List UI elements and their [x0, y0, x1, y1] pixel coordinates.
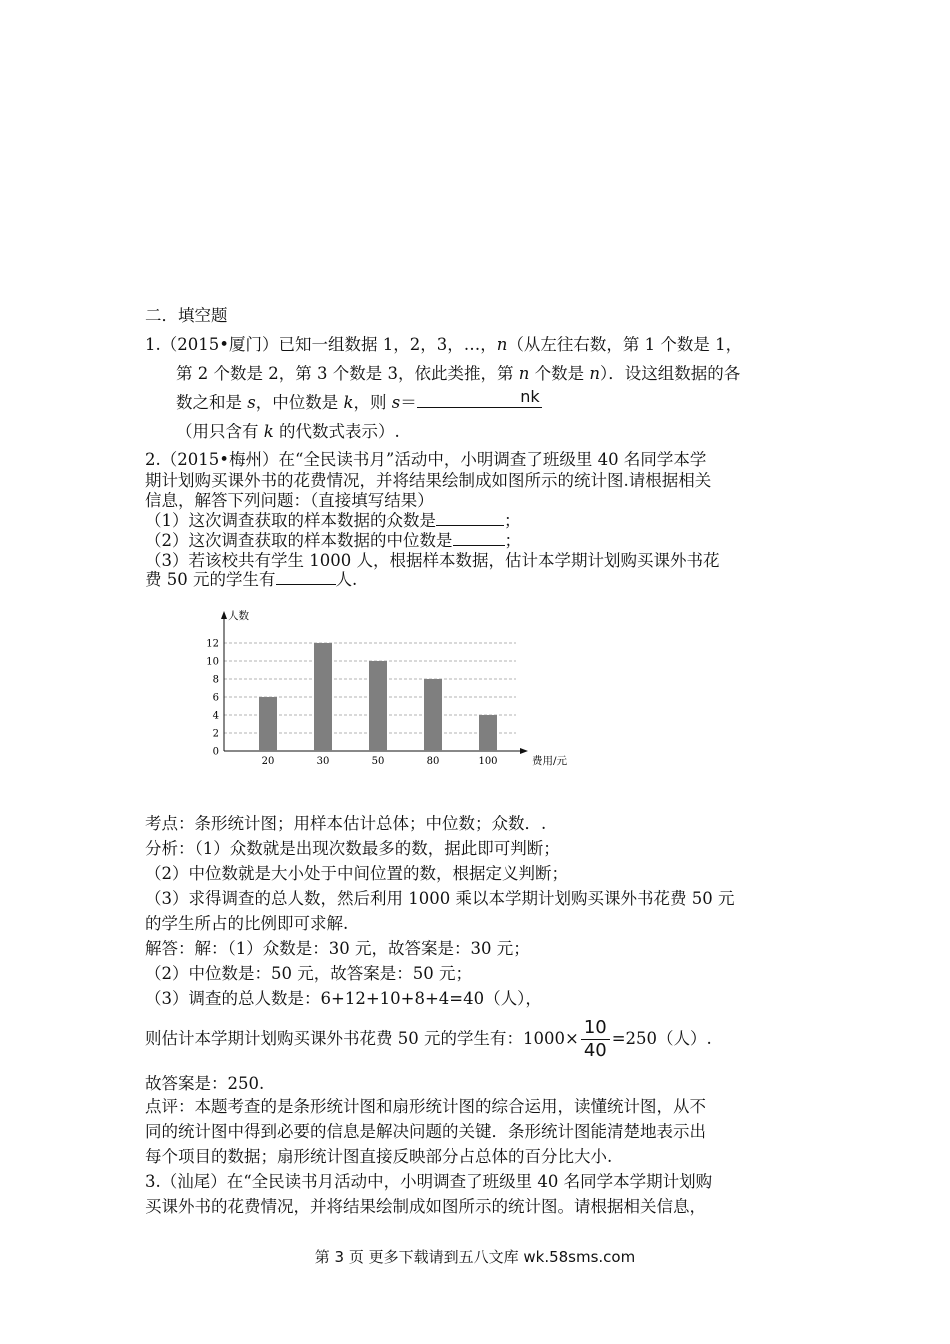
dianping: 点评：本题考查的是条形统计图和扇形统计图的综合运用，读懂统计图，从不: [145, 1097, 706, 1116]
section-title: 二．填空题: [145, 306, 228, 325]
y-tick-label: 12: [206, 638, 219, 650]
y-tick-label: 8: [212, 674, 219, 686]
q1-answer: nk: [520, 387, 540, 406]
bar-80: [424, 679, 442, 751]
q2-blank-1[interactable]: [436, 507, 504, 526]
q2-line3: 信息，解答下列问题：（直接填写结果）: [145, 491, 434, 510]
q1-answer-blank[interactable]: [417, 389, 542, 408]
y-tick-label: 6: [212, 692, 219, 704]
q2-blank-2[interactable]: [453, 527, 505, 546]
x-tick-label: 50: [371, 756, 385, 767]
jieda-2: （2）中位数是：50 元，故答案是：50 元；: [145, 964, 472, 983]
q2-line1: 2.（2015•梅州）在“全民读书月”活动中，小明调查了班级里 40 名同学本学: [145, 450, 707, 469]
q1-line2: 第 2 个数是 2，第 3 个数是 3，依此类推，第 n 个数是 n）．设这组数据的各: [176, 364, 741, 383]
y-axis-arrow-icon: [221, 611, 227, 619]
x-axis-arrow-icon: [520, 748, 528, 754]
jieda-3: （3）调查的总人数是：6+12+10+8+4=40（人），: [145, 989, 542, 1008]
q1-line4: （用只含有 k 的代数式表示）.: [176, 422, 400, 441]
x-tick-label: 30: [316, 756, 330, 767]
kaodian: 考点：条形统计图；用样本估计总体；中位数；众数．.: [145, 814, 547, 833]
jieda-4: 则估计本学期计划购买课外书花费 50 元的学生有：1000× $\frac{10}{40}$ =250（人）.: [145, 1017, 712, 1061]
y-tick-label: 10: [206, 656, 219, 668]
bar-50: [369, 661, 387, 751]
bar-chart: [200, 605, 580, 775]
q3-line1: 3.（汕尾）在“全民读书月活动中，小明调查了班级里 40 名同学本学期计划购: [145, 1172, 713, 1191]
fenxi: 分析：（1）众数就是出现次数最多的数，据此即可判断；: [145, 839, 560, 858]
q1-line1: 1.（2015•厦门）已知一组数据 1，2，3，…，n（从左往右数，第 1 个数是 1，: [145, 335, 743, 354]
dianping-3: 每个项目的数据；扇形统计图直接反映部分占总体的百分比大小.: [145, 1147, 613, 1166]
bar-20: [259, 697, 277, 751]
q2-blank-3[interactable]: [276, 566, 336, 585]
final-answer: 故答案是：250.: [145, 1074, 265, 1093]
fraction: $\frac{10}{40}$: [581, 1017, 610, 1062]
y-tick-label: 2: [212, 728, 219, 740]
bar-100: [479, 715, 497, 751]
page-footer: 第 3 页 更多下载请到五八文库 wk.58sms.com: [314, 1248, 636, 1266]
q2-line5: （2）这次调查获取的样本数据的中位数是 ；: [145, 527, 521, 551]
fenxi-3: （3）求得调查的总人数，然后利用 1000 乘以本学期计划购买课外书花费 50 元: [145, 889, 735, 908]
fenxi-2: （2）中位数就是大小处于中间位置的数，根据定义判断；: [145, 864, 568, 883]
fenxi-4: 的学生所占的比例即可求解.: [145, 914, 349, 933]
jieda: 解答：解：（1）众数是：30 元，故答案是：30 元；: [145, 939, 530, 958]
q3-line2: 买课外书的花费情况，并将结果绘制成如图所示的统计图。请根据相关信息，: [145, 1197, 706, 1216]
q1-line3: 数之和是 s，中位数是 k，则 s＝ nk: [176, 387, 540, 412]
bar-30: [314, 643, 332, 751]
y-tick-label: 4: [212, 710, 219, 722]
x-tick-label: 100: [478, 756, 498, 767]
q2-line4: （1）这次调查获取的样本数据的众数是 ；: [145, 507, 521, 531]
x-tick-label: 80: [426, 756, 440, 767]
y-axis-label: 人数: [228, 610, 249, 622]
q2-line2: 期计划购买课外书的花费情况，并将结果绘制成如图所示的统计图.请根据相关: [145, 471, 712, 490]
x-tick-label: 20: [261, 756, 275, 767]
q2-line6: （3）若该校共有学生 1000 人，根据样本数据，估计本学期计划购买课外书花: [145, 551, 720, 570]
dianping-2: 同的统计图中得到必要的信息是解决问题的关键．条形统计图能清楚地表示出: [145, 1122, 706, 1141]
q2-line7: 费 50 元的学生有 人.: [145, 566, 357, 590]
x-axis-label: 费用/元: [532, 755, 568, 767]
y-tick-label: 0: [212, 746, 219, 758]
